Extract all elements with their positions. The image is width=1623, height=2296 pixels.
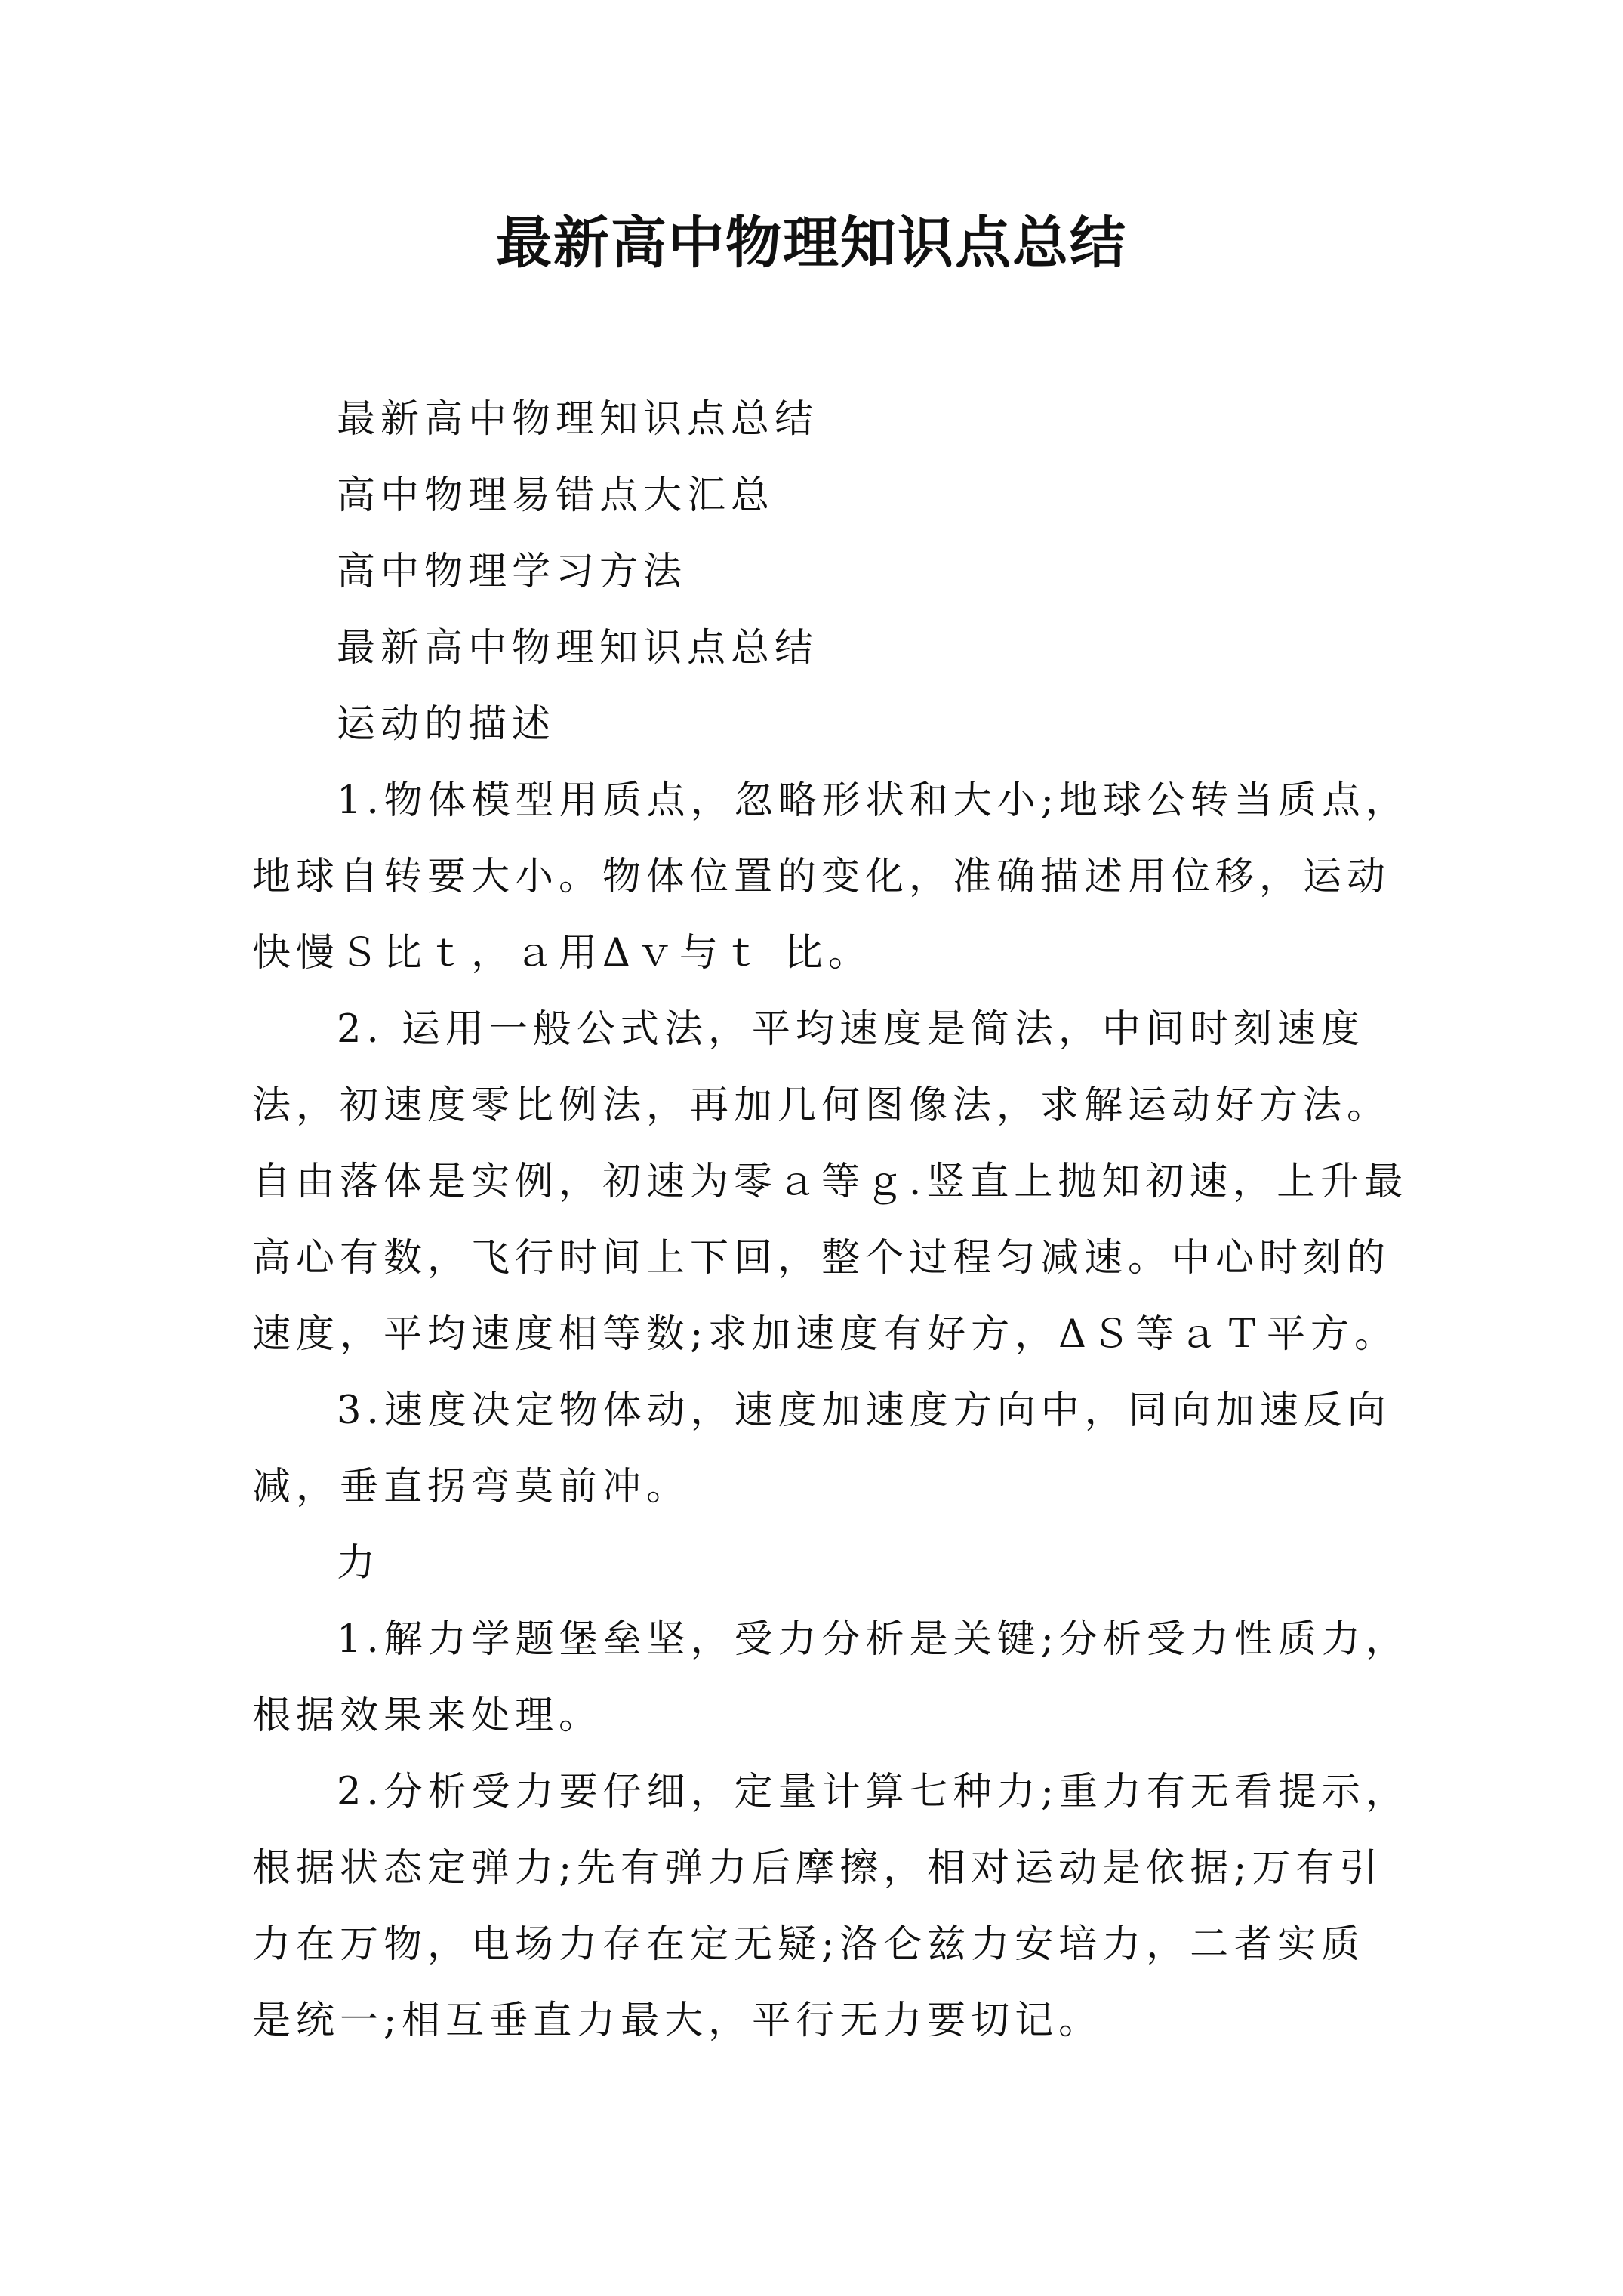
paragraph-line: 高中物理易错点大汇总 <box>337 473 775 518</box>
paragraph-line: 力在万物，电场力存在定无疑;洛仑兹力安培力，二者实质 <box>252 1922 1366 1967</box>
paragraph-line: 快慢Ｓ比ｔ，ａ用Δｖ与ｔ 比。 <box>252 931 873 975</box>
document-body <box>252 381 1409 2059</box>
paragraph-line: 法，初速度零比例法，再加几何图像法，求解运动好方法。 <box>252 1083 1391 1128</box>
paragraph-line: 最新高中物理知识点总结 <box>337 626 819 670</box>
paragraph-line: 2. 运用一般公式法，平均速度是简法，中间时刻速度 <box>337 1007 1365 1052</box>
paragraph-line: 最新高中物理知识点总结 <box>337 397 819 442</box>
paragraph-line: 3.速度决定物体动，速度加速度方向中，同向加速反向 <box>337 1388 1391 1433</box>
document-title: 最新高中物理知识点总结 <box>496 211 1127 276</box>
section-heading: 力 <box>337 1541 381 1586</box>
paragraph-line: 2.分析受力要仔细，定量计算七种力;重力有无看提示， <box>337 1770 1409 1814</box>
paragraph-line: 速度，平均速度相等数;求加速度有好方，ΔＳ等ａＴ平方。 <box>252 1312 1399 1357</box>
paragraph-line: 高心有数，飞行时间上下回，整个过程匀减速。中心时刻的 <box>252 1236 1391 1281</box>
paragraph-line: 根据效果来处理。 <box>252 1693 603 1738</box>
paragraph-line: 根据状态定弹力;先有弹力后摩擦，相对运动是依据;万有引 <box>252 1846 1384 1891</box>
section-heading: 运动的描述 <box>337 702 556 747</box>
paragraph-line: 是统一;相互垂直力最大，平行无力要切记。 <box>252 1999 1103 2043</box>
paragraph-line: 地球自转要大小。物体位置的变化，准确描述用位移，运动 <box>252 855 1391 899</box>
paragraph-line: 减，垂直拐弯莫前冲。 <box>252 1465 691 1509</box>
paragraph-line: 高中物理学习方法 <box>337 550 688 594</box>
paragraph-line: 自由落体是实例，初速为零ａ等ｇ.竖直上抛知初速，上升最 <box>252 1160 1409 1204</box>
paragraph-line: 1.物体模型用质点，忽略形状和大小;地球公转当质点， <box>337 778 1409 823</box>
paragraph-line: 1.解力学题堡垒坚，受力分析是关键;分析受力性质力， <box>337 1617 1409 1662</box>
